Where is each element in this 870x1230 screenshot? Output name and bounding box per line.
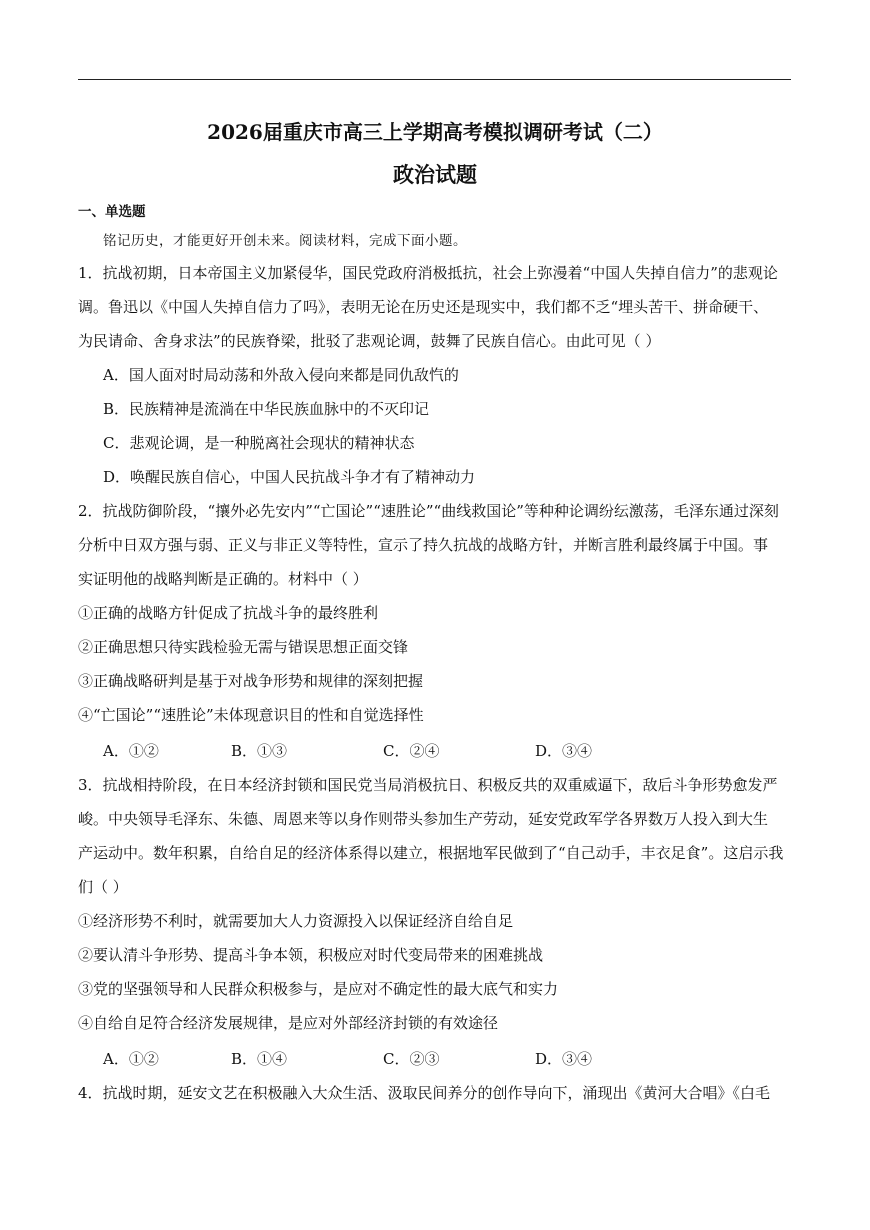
q3-line-3: 产运动中。数年积累，自给自足的经济体系得以建立，根据地军民做到了“自己动手，丰衣足食”。这启示我: [78, 844, 784, 862]
q3-line-2: 峻。中央领导毛泽东、朱德、周恩来等以身作则带头参加生产劳动，延安党政军学各界数万人投入到大生: [78, 810, 769, 828]
q1-line-3: 为民请命、舍身求法”的民族脊梁，批驳了悲观论调，鼓舞了民族自信心。由此可见（ ）: [78, 332, 661, 350]
header-rule: [78, 79, 791, 80]
q1-option-d[interactable]: D．唤醒民族自信心，中国人民抗战斗争才有了精神动力: [103, 468, 476, 486]
q3-statement-1: ①经济形势不利时，就需要加大人力资源投入以保证经济自给自足: [78, 912, 514, 930]
q2-statement-3: ③正确战略研判是基于对战争形势和规律的深刻把握: [78, 672, 424, 690]
q1-option-c[interactable]: C．悲观论调，是一种脱离社会现状的精神状态: [103, 434, 415, 452]
q3-statement-3: ③党的坚强领导和人民群众积极参与，是应对不确定性的最大底气和实力: [78, 980, 559, 998]
q2-option-c[interactable]: C．②④: [383, 742, 440, 760]
q2-statement-2: ②正确思想只待实践检验无需与错误思想正面交锋: [78, 638, 409, 656]
q1-line-1: 1．抗战初期，日本帝国主义加紧侵华，国民党政府消极抵抗，社会上弥漫着“中国人失掉自信力”的悲观论: [78, 264, 778, 282]
q2-option-a[interactable]: A．①②: [103, 742, 159, 760]
q4-line-1: 4．抗战时期，延安文艺在积极融入大众生活、汲取民间养分的创作导向下，涌现出《黄河大合唱》《白毛: [78, 1084, 771, 1102]
q2-line-3: 实证明他的战略判断是正确的。材料中（ ）: [78, 570, 368, 588]
q3-statement-4: ④自给自足符合经济发展规律，是应对外部经济封锁的有效途径: [78, 1014, 499, 1032]
q2-statement-1: ①正确的战略方针促成了抗战斗争的最终胜利: [78, 604, 379, 622]
q2-line-2: 分析中日双方强与弱、正义与非正义等特性，宣示了持久抗战的战略方针，并断言胜利最终属于中国。事: [78, 536, 769, 554]
exam-subtitle: 政治试题: [393, 162, 477, 187]
q3-option-d[interactable]: D．③④: [535, 1050, 593, 1068]
q1-line-2: 调。鲁迅以《中国人失掉自信力了吗》，表明无论在历史还是现实中，我们都不乏“埋头苦干、拼命硬干、: [78, 298, 769, 316]
q3-option-b[interactable]: B．①④: [231, 1050, 288, 1068]
q1-option-b[interactable]: B．民族精神是流淌在中华民族血脉中的不灭印记: [103, 400, 430, 418]
section-heading: 一、单选题: [78, 204, 146, 220]
q2-line-1: 2．抗战防御阶段，“攘外必先安内”“亡国论”“速胜论”“曲线救国论”等种种论调纷纭激荡，毛泽东通过深刻: [78, 502, 779, 520]
intro-text: 铭记历史，才能更好开创未来。阅读材料，完成下面小题。: [103, 233, 467, 249]
q3-statement-2: ②要认清斗争形势、提高斗争本领，积极应对时代变局带来的困难挑战: [78, 946, 544, 964]
q3-line-1: 3．抗战相持阶段，在日本经济封锁和国民党当局消极抗日、积极反共的双重威逼下，敌后斗争形势愈发严: [78, 776, 778, 794]
q1-option-a[interactable]: A．国人面对时局动荡和外敌入侵向来都是同仇敌忾的: [103, 366, 459, 384]
q2-option-d[interactable]: D．③④: [535, 742, 593, 760]
q3-line-4: 们（ ）: [78, 878, 128, 896]
q2-option-b[interactable]: B．①③: [231, 742, 288, 760]
q3-option-c[interactable]: C．②③: [383, 1050, 440, 1068]
q3-option-a[interactable]: A．①②: [103, 1050, 159, 1068]
exam-title: 2026届重庆市高三上学期高考模拟调研考试（二）: [207, 120, 663, 144]
q2-statement-4: ④“亡国论”“速胜论”未体现意识目的性和自觉选择性: [78, 706, 424, 724]
